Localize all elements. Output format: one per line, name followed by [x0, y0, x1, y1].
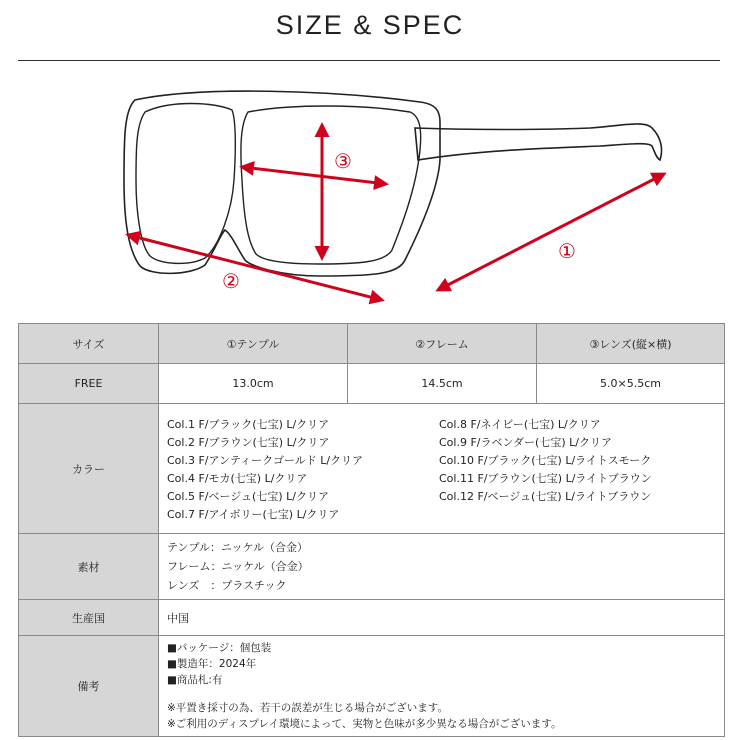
color-row — [19, 404, 725, 534]
lens-size-value: 5.0×5.5cm — [537, 364, 725, 404]
header-frame: ②フレーム — [348, 324, 537, 364]
origin-row-label: 生産国 — [19, 600, 159, 636]
material-row — [19, 534, 725, 600]
material-line: テンプル：ニッケル（合金） — [167, 541, 309, 554]
page-title: SIZE & SPEC — [275, 10, 465, 40]
sunglasses-diagram — [0, 70, 740, 320]
right-lens-outline — [241, 106, 421, 264]
color-option: Col.9 F/ラベンダー(七宝) L/クリア — [439, 435, 612, 449]
color-option: Col.8 F/ネイビー(七宝) L/クリア — [439, 417, 601, 431]
color-option: Col.12 F/ベージュ(七宝) L/ライトブラウン — [439, 489, 652, 503]
header-lens: ③レンズ(縦×横) — [537, 324, 725, 364]
color-option: Col.1 F/ブラック(七宝) L/クリア — [167, 417, 330, 431]
material-row-label: 素材 — [19, 534, 159, 600]
note-item: ■商品札:有 — [167, 674, 223, 686]
color-option: Col.10 F/ブラック(七宝) L/ライトスモーク — [439, 453, 652, 467]
marker-frame: ② — [222, 269, 240, 293]
color-option: Col.2 F/ブラウン(七宝) L/クリア — [167, 435, 330, 449]
size-row — [19, 364, 725, 404]
table-header-row — [19, 324, 725, 364]
header-size-label: サイズ — [19, 324, 159, 364]
temple-length-arrow — [438, 174, 664, 290]
header-temple: ①テンプル — [159, 324, 348, 364]
note-item: ■製造年：2024年 — [167, 658, 257, 670]
origin-value: 中国 — [159, 600, 725, 636]
temple-length-value: 13.0cm — [159, 364, 348, 404]
color-option: Col.3 F/アンティークゴールド L/クリア — [167, 453, 364, 467]
material-line: レンズ ：プラスチック — [167, 579, 287, 592]
color-row-label: カラー — [19, 404, 159, 534]
notes-row-label: 備考 — [19, 636, 159, 737]
notes-row — [19, 636, 725, 737]
notes-cell — [159, 636, 725, 737]
disclaimer-text: ※平置き採寸の為、若干の誤差が生じる場合がございます。 — [167, 702, 448, 714]
color-option: Col.7 F/アイボリー(七宝) L/クリア — [167, 507, 340, 521]
spec-table — [18, 323, 725, 737]
color-list-left — [167, 416, 439, 524]
marker-lens: ③ — [334, 149, 352, 173]
frame-width-value: 14.5cm — [348, 364, 537, 404]
color-option: Col.11 F/ブラウン(七宝) L/ライトブラウン — [439, 471, 652, 485]
disclaimer-text: ※ご利用のディスプレイ環境によって、実物と色味が多少異なる場合がございます。 — [167, 718, 562, 730]
color-option: Col.4 F/モカ(七宝) L/クリア — [167, 471, 308, 485]
color-options-cell — [159, 404, 725, 534]
color-option: Col.5 F/ベージュ(七宝) L/クリア — [167, 489, 329, 503]
frame-width-arrow — [128, 235, 382, 300]
marker-temple: ① — [558, 239, 576, 263]
origin-row — [19, 600, 725, 636]
material-cell — [159, 534, 725, 600]
size-row-label: FREE — [19, 364, 159, 404]
material-line: フレーム：ニッケル（合金） — [167, 560, 309, 573]
temple-arm-outline — [415, 124, 662, 160]
note-item: ■パッケージ：個包装 — [167, 642, 272, 654]
color-list-right — [439, 416, 652, 524]
lens-width-arrow — [242, 167, 386, 184]
title-divider — [18, 60, 720, 61]
